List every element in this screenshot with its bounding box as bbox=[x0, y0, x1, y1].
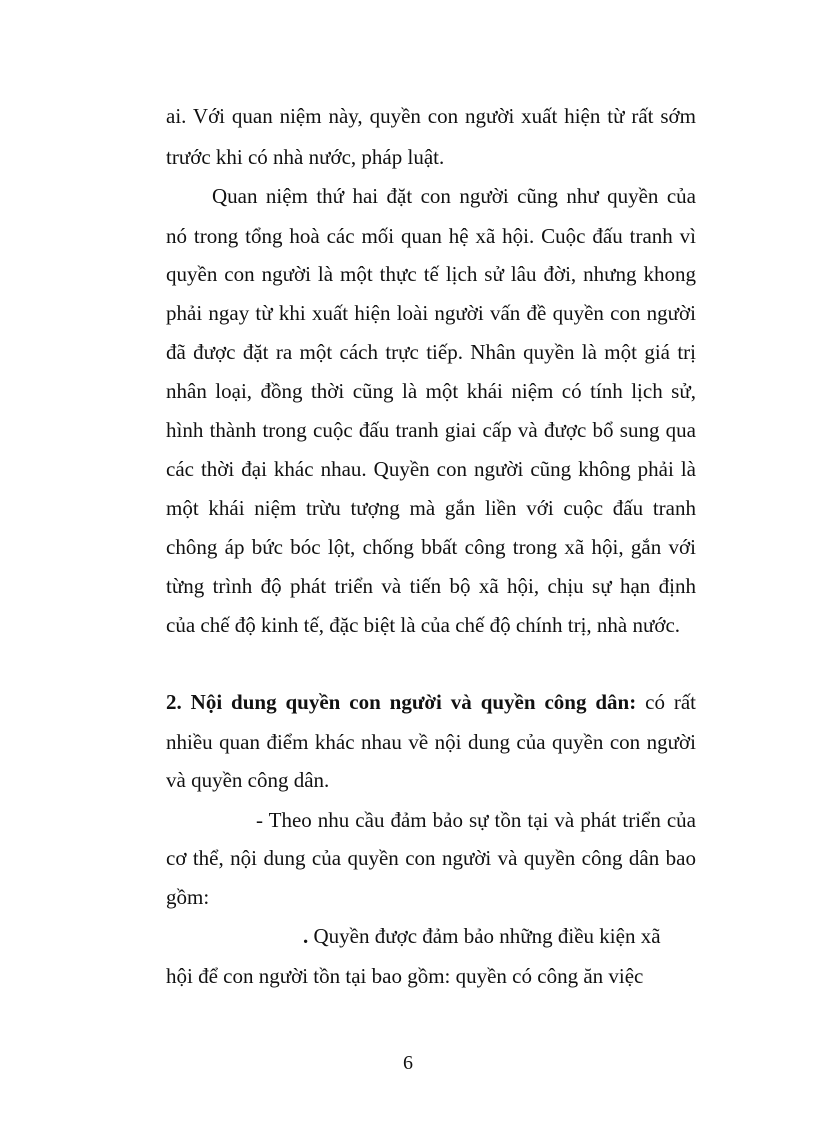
text-line: của chế độ kinh tế, đặc biệt là của chế độ chính trị, nhà nước. bbox=[166, 613, 681, 637]
sub-item-first-line bbox=[303, 922, 661, 950]
paragraph-first-line: Quan niệm thứ hai đặt con người cũng như quyền của bbox=[212, 184, 696, 208]
section-heading: 2. Nội dung quyền con người và quyền công dân: bbox=[166, 690, 637, 714]
text-line: cơ thể, nội dung của quyền con người và quyền công dân bao bbox=[166, 846, 696, 870]
text-line: hội để con người tồn tại bao gồm: quyền có công ăn việc bbox=[166, 964, 644, 988]
text-line: trước khi có nhà nước, pháp luật. bbox=[166, 145, 445, 169]
list-item-first-line: - Theo nhu cầu đảm bảo sự tồn tại và phát triển của bbox=[256, 808, 696, 832]
text-line: gồm: bbox=[166, 885, 210, 909]
section-heading-continuation: có rất bbox=[636, 690, 696, 714]
text-line: quyền con người là một thực tế lịch sử lâu đời, nhưng khong bbox=[166, 262, 696, 286]
text-line: và quyền công dân. bbox=[166, 768, 330, 792]
text-line: nhân loại, đồng thời cũng là một khái niệm có tính lịch sử, bbox=[166, 379, 696, 403]
page-number: 6 bbox=[403, 1052, 413, 1074]
text-line: ai. Với quan niệm này, quyền con người xuất hiện từ rất sớm bbox=[166, 104, 696, 128]
text-line: một khái niệm trừu tượng mà gắn liền với cuộc đấu tranh bbox=[166, 496, 696, 520]
text-line: hình thành trong cuộc đấu tranh giai cấp và được bổ sung qua bbox=[166, 418, 696, 442]
text-line: phải ngay từ khi xuất hiện loài người vấn đề quyền con người bbox=[166, 301, 696, 325]
text-line: chông áp bức bóc lột, chống bbất công trong xã hội, gắn với bbox=[166, 535, 696, 559]
text-line: nó trong tổng hoà các mối quan hệ xã hội. Cuộc đấu tranh vì bbox=[166, 224, 696, 248]
text-line: các thời đại khác nhau. Quyền con người cũng không phải là bbox=[166, 457, 696, 481]
text-line: đã được đặt ra một cách trực tiếp. Nhân quyền là một giá trị bbox=[166, 340, 696, 364]
sub-item-bullet: . bbox=[303, 924, 309, 948]
sub-item-text: Quyền được đảm bảo những điều kiện xã bbox=[308, 924, 661, 948]
section-heading-line bbox=[166, 688, 696, 716]
text-line: từng trình độ phát triển và tiến bộ xã hội, chịu sự hạn định bbox=[166, 574, 696, 598]
text-line: nhiều quan điểm khác nhau về nội dung của quyền con người bbox=[166, 730, 696, 754]
